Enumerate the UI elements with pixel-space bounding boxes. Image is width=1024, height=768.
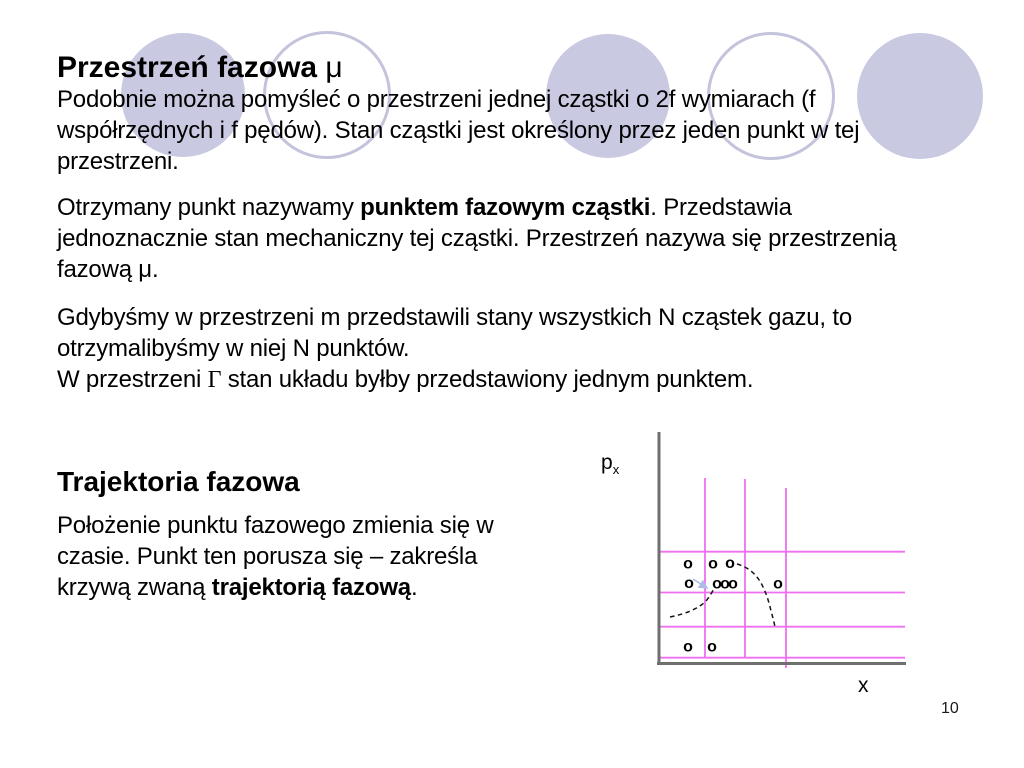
text-line	[57, 192, 896, 223]
text-line: Gdybyśmy w przestrzeni m przedstawili stany wszystkich N cząstek gazu, to	[57, 304, 852, 331]
text-line: Położenie punktu fazowego zmienia się w	[57, 512, 494, 539]
paragraph-intro	[57, 84, 859, 177]
y-axis-label-sub: x	[612, 462, 620, 478]
text-segment: W przestrzeni	[57, 366, 208, 393]
page-title-text: Przestrzeń fazowa	[57, 51, 326, 85]
y-axis-label-main: p	[601, 451, 613, 474]
x-axis-label: x	[858, 674, 869, 697]
text-segment-bold: trajektorią fazową	[211, 574, 411, 601]
phase-point: o	[684, 575, 694, 592]
text-line: współrzędnych i f pędów). Stan cząstki jest określony przez jeden punkt w tej	[57, 117, 860, 144]
phase-point: o	[683, 638, 693, 656]
text-segment: . Przedstawia	[650, 194, 792, 221]
trajectory-dashed-out	[737, 564, 775, 627]
phase-point: o	[707, 638, 717, 656]
paragraph-trajectory	[57, 510, 493, 603]
y-axis-label	[601, 451, 619, 477]
paragraph-phase-point	[57, 192, 896, 285]
text-line	[57, 364, 852, 396]
section-heading-trajectory: Trajektoria fazowa	[57, 466, 300, 498]
phase-space-diagram	[585, 428, 925, 694]
text-line: Podobnie można pomyśleć o przestrzeni jednej cząstki o 2f wymiarach (f	[57, 86, 816, 113]
text-line: fazową μ.	[57, 256, 159, 283]
page-title	[57, 49, 343, 87]
text-segment: stan układu byłby przedstawiony jednym punktem.	[221, 366, 754, 393]
phase-point: o	[725, 555, 735, 572]
text-segment: krzywą zwaną	[57, 574, 212, 601]
text-line: jednoznacznie stan mechaniczny tej cząstki. Przestrzeń nazywa się przestrzenią	[57, 225, 897, 252]
gamma-symbol: Γ	[207, 367, 222, 393]
phase-points	[683, 555, 783, 656]
text-segment: .	[410, 574, 418, 601]
text-line: otrzymalibyśmy w niej N punktów.	[57, 335, 410, 362]
magenta-gridlines	[659, 478, 905, 668]
phase-point: o	[683, 555, 693, 573]
phase-point: o	[712, 575, 722, 593]
text-line: przestrzeni.	[57, 148, 179, 175]
decor-circle-filled	[857, 33, 983, 159]
text-segment-bold: punktem fazowym cząstki	[360, 194, 651, 221]
text-line	[57, 572, 493, 603]
phase-point: o	[708, 555, 718, 573]
phase-point: o	[728, 575, 738, 593]
phase-point: o	[720, 575, 730, 593]
page-number: 10	[941, 700, 959, 717]
mu-symbol: μ	[325, 51, 343, 85]
text-line: czasie. Punkt ten porusza się – zakreśla	[57, 543, 478, 570]
paragraph-n-points	[57, 302, 852, 396]
phase-point: o	[773, 575, 783, 593]
text-segment: Otrzymany punkt nazywamy	[57, 194, 361, 221]
